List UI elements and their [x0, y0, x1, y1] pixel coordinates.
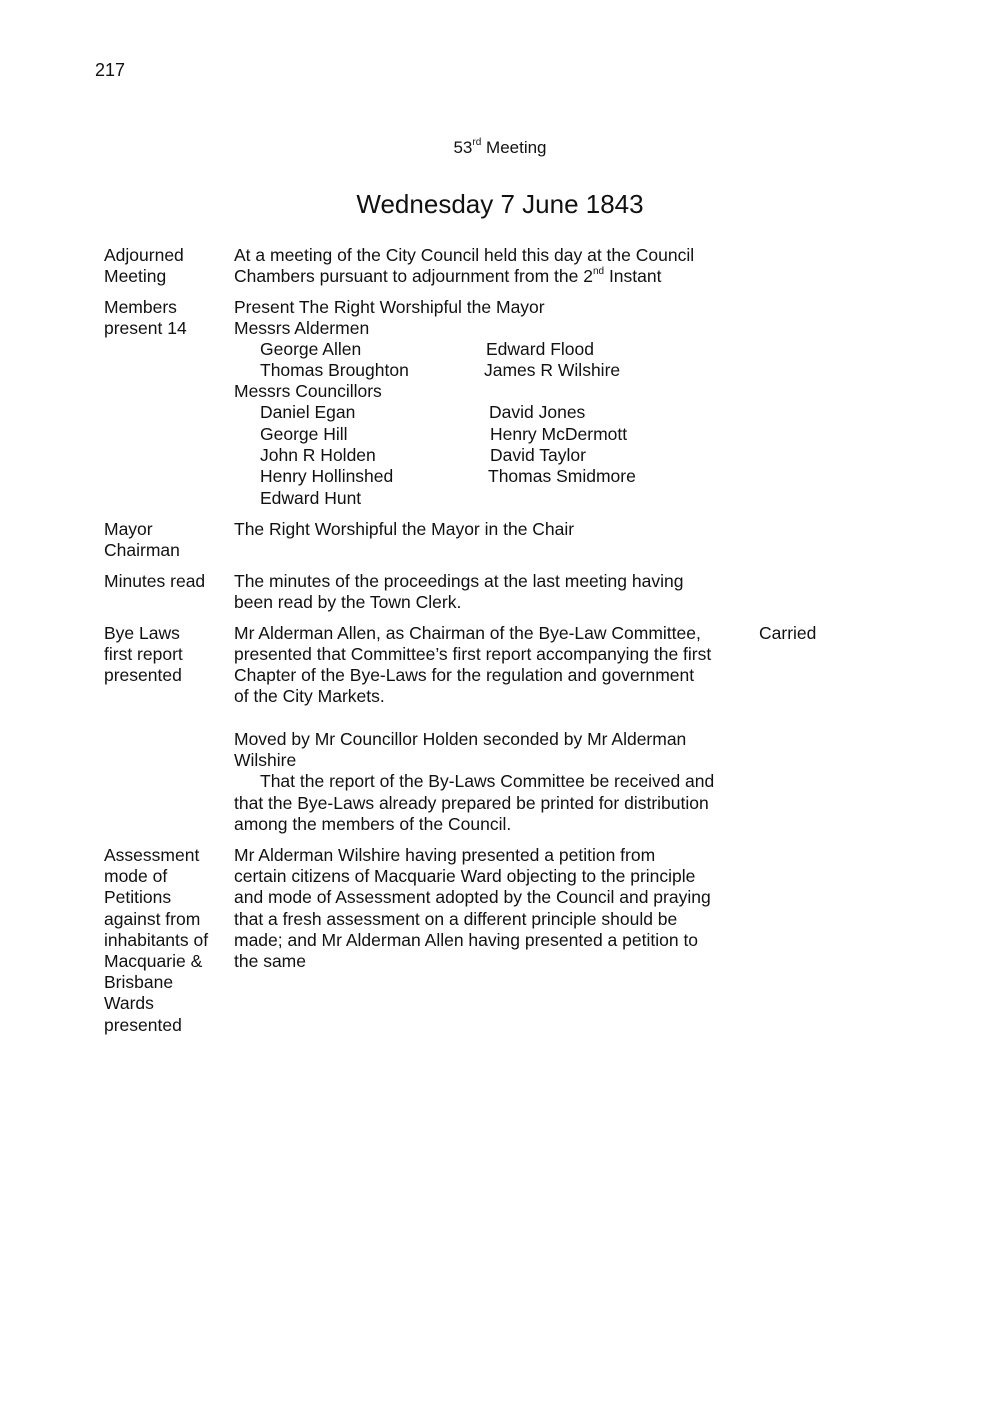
margin-note-byelaws-2: first report: [104, 644, 183, 664]
alderman-name: James R Wilshire: [484, 360, 621, 380]
councillor-name: Thomas Smidmore: [488, 466, 636, 486]
byelaws-line-4: of the City Markets.: [234, 686, 385, 706]
margin-note-members-1: Members: [104, 297, 177, 317]
margin-note-assessment-1: Assessment: [104, 845, 200, 865]
councillor-name: David Jones: [489, 402, 586, 422]
carried-status: Carried: [759, 623, 817, 643]
byelaws-line-1: Mr Alderman Allen, as Chairman of the Bye-Law Committee,: [234, 623, 701, 643]
councillor-name: Edward Hunt: [260, 488, 362, 508]
assessment-line-3: and mode of Assessment adopted by the Council and praying: [234, 887, 711, 907]
byelaws-line-2: presented that Committee’s first report accompanying the first: [234, 644, 712, 664]
motion-line-3: That the report of the By-Laws Committee be received and: [260, 771, 715, 791]
margin-note-byelaws-1: Bye Laws: [104, 623, 180, 643]
mayor-chair-line: The Right Worshipful the Mayor in the Chair: [234, 519, 575, 539]
alderman-name: George Allen: [260, 339, 362, 359]
margin-note-members-2: present 14: [104, 318, 187, 338]
councillor-name: Henry McDermott: [490, 424, 628, 444]
councillor-name: George Hill: [260, 424, 348, 444]
meeting-heading: [0, 137, 1000, 158]
alderman-name: Thomas Broughton: [260, 360, 409, 380]
margin-note-assessment-6: Macquarie &: [104, 951, 203, 971]
assessment-line-5: made; and Mr Alderman Allen having presented a petition to: [234, 930, 699, 950]
councillor-name: John R Holden: [260, 445, 376, 465]
meeting-date: Wednesday 7 June 1843: [356, 189, 644, 219]
minutes-line-1: The minutes of the proceedings at the last meeting having: [234, 571, 684, 591]
meeting-number: 53: [453, 138, 473, 157]
assessment-line-1: Mr Alderman Wilshire having presented a petition from: [234, 845, 656, 865]
margin-note-assessment-2: mode of: [104, 866, 168, 886]
motion-line-4: that the Bye-Laws already prepared be printed for distribution: [234, 793, 709, 813]
adjourned-line-1: At a meeting of the City Council held this day at the Council: [234, 245, 695, 265]
margin-note-mayor-2: Chairman: [104, 540, 180, 560]
members-present-line: Present The Right Worshipful the Mayor: [234, 297, 545, 317]
margin-note-assessment-9: presented: [104, 1015, 182, 1035]
margin-note-assessment-4: against from: [104, 909, 201, 929]
adjourned-line-2-text: Chambers pursuant to adjournment from the 2: [234, 266, 593, 286]
margin-note-assessment-8: Wards: [104, 993, 154, 1013]
councillor-name: David Taylor: [490, 445, 586, 465]
margin-note-assessment-7: Brisbane: [104, 972, 174, 992]
minutes-line-2: been read by the Town Clerk.: [234, 592, 462, 612]
margin-note-minutes: Minutes read: [104, 571, 206, 591]
meeting-label: Meeting: [486, 138, 547, 157]
councillor-name: Henry Hollinshed: [260, 466, 394, 486]
motion-line-5: among the members of the Council.: [234, 814, 512, 834]
margin-note-mayor-1: Mayor: [104, 519, 153, 539]
alderman-name: Edward Flood: [486, 339, 594, 359]
margin-note-adjourned-1: Adjourned: [104, 245, 184, 265]
motion-line-1: Moved by Mr Councillor Holden seconded by Mr Alderman: [234, 729, 687, 749]
margin-note-assessment-5: inhabitants of: [104, 930, 209, 950]
adjourned-line-2-tail: Instant: [604, 266, 662, 286]
adjourned-line-2: [234, 266, 661, 287]
assessment-line-2: certain citizens of Macquarie Ward objecting to the principle: [234, 866, 696, 886]
margin-note-assessment-3: Petitions: [104, 887, 172, 907]
councillor-name: Daniel Egan: [260, 402, 356, 422]
margin-note-byelaws-3: presented: [104, 665, 182, 685]
assessment-line-4: that a fresh assessment on a different principle should be: [234, 909, 678, 929]
motion-line-2: Wilshire: [234, 750, 297, 770]
margin-note-adjourned-2: Meeting: [104, 266, 167, 286]
page-number: 217: [95, 60, 126, 80]
byelaws-line-3: Chapter of the Bye-Laws for the regulation and government: [234, 665, 695, 685]
assessment-line-6: the same: [234, 951, 306, 971]
councillors-heading: Messrs Councillors: [234, 381, 382, 401]
aldermen-heading: Messrs Aldermen: [234, 318, 370, 338]
adjourned-line-2-sup: nd: [592, 266, 605, 278]
meeting-ordinal-suffix: rd: [472, 137, 482, 149]
